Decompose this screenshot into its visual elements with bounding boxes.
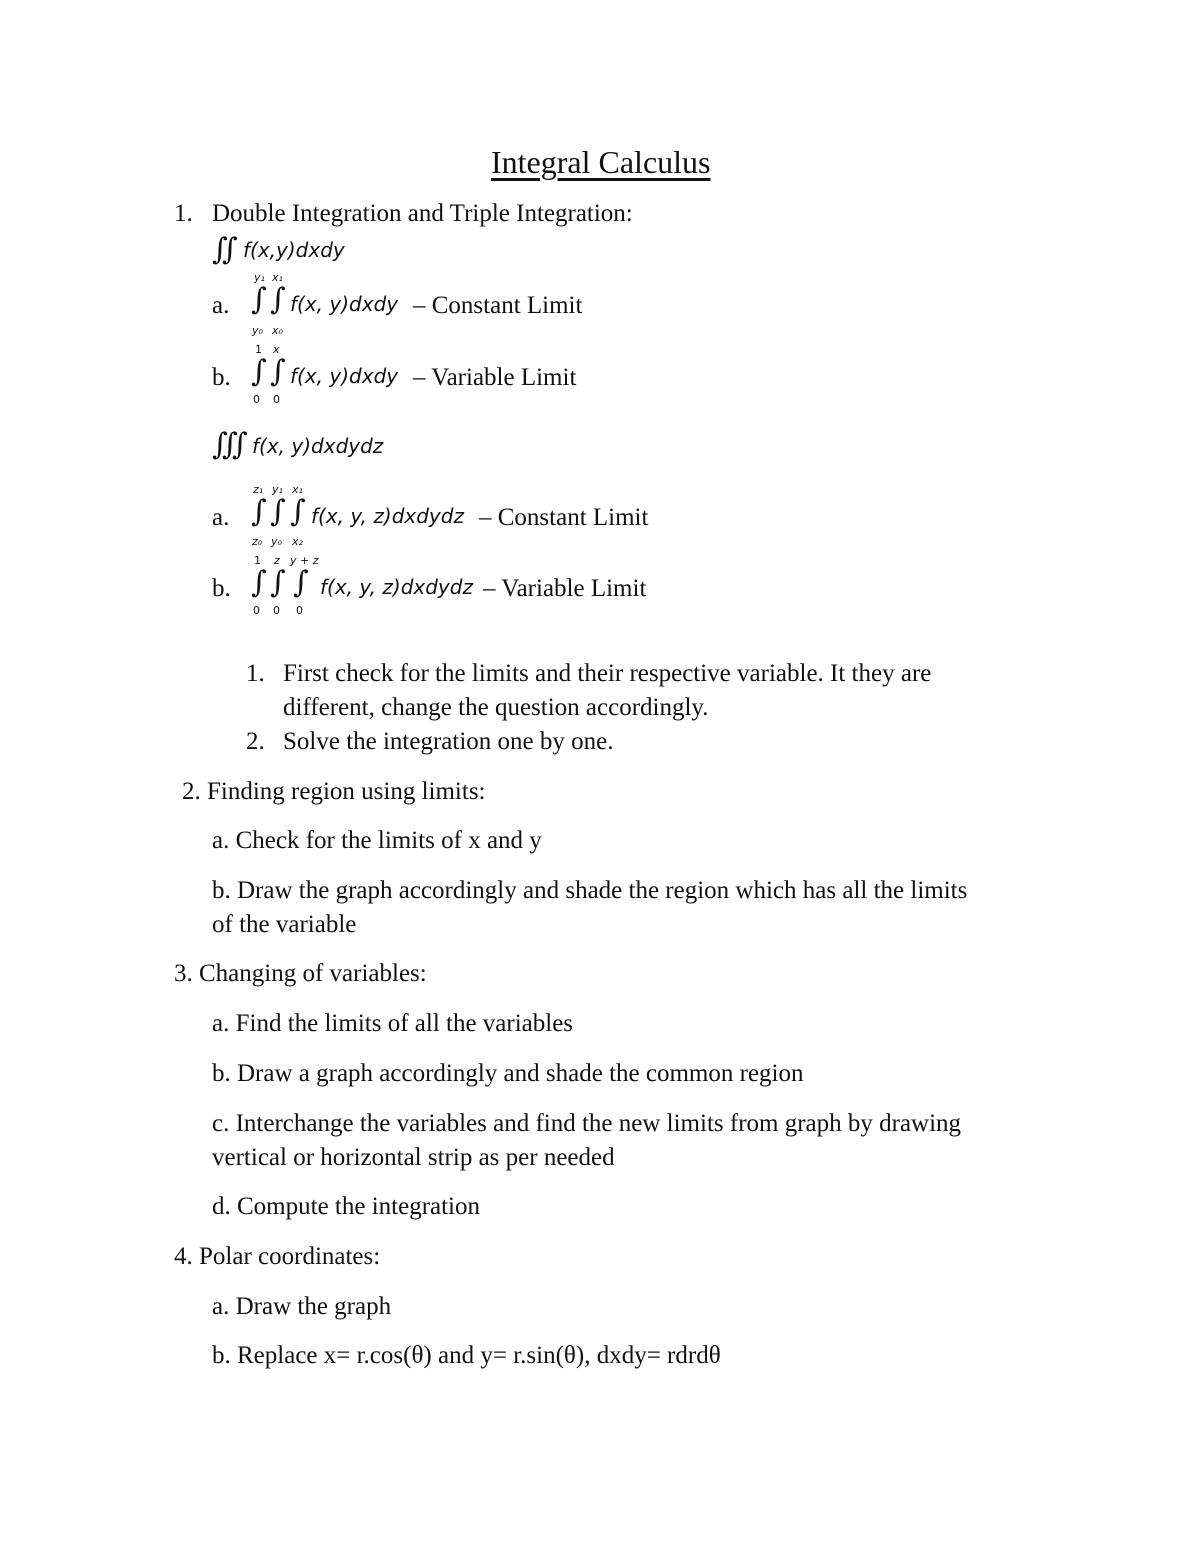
double-a-upper-1: y₁ xyxy=(254,271,265,284)
triple-a-lower-3: x₂ xyxy=(292,535,303,548)
step-1-marker: 1. xyxy=(246,660,265,687)
integral-sign-icon: ∫ xyxy=(293,565,309,600)
triple-integral-sign: ∭ xyxy=(212,427,248,462)
integral-sign-icon: ∫ xyxy=(270,354,286,389)
double-a-lower-2: x₀ xyxy=(272,324,283,337)
double-b-label: – Variable Limit xyxy=(413,364,577,391)
section2-item-a: a. Check for the limits of x and y xyxy=(212,827,542,854)
integral-sign-icon: ∫ xyxy=(251,565,267,600)
triple-b-upper-1: 1 xyxy=(254,554,261,567)
double-b-integrand: f(x, y)dxdy xyxy=(290,364,399,388)
section2-heading: 2. Finding region using limits: xyxy=(182,778,486,805)
section3-item-c: c. Interchange the variables and find the new limits from graph by drawing xyxy=(212,1110,962,1137)
integral-sign-icon: ∫ xyxy=(270,282,286,317)
double-a-label: – Constant Limit xyxy=(413,292,583,319)
section1-number: 1. xyxy=(174,200,193,227)
integral-sign-icon: ∫ xyxy=(251,494,267,529)
triple-b-lower-2: 0 xyxy=(273,604,280,617)
triple-a-lower-1: z₀ xyxy=(252,535,263,548)
triple-integral-expr: f(x, y)dxdydz xyxy=(252,434,384,458)
triple-item-b-marker: b. xyxy=(212,575,231,602)
triple-b-lower-1: 0 xyxy=(253,604,260,617)
double-a-lower-1: y₀ xyxy=(252,324,263,337)
triple-b-label: – Variable Limit xyxy=(483,575,647,602)
triple-a-label: – Constant Limit xyxy=(479,504,649,531)
step-2-line1: Solve the integration one by one. xyxy=(283,728,614,755)
double-integral-sign: ∬ xyxy=(212,232,238,267)
triple-a-integrand: f(x, y, z)dxdydz xyxy=(311,504,464,528)
integral-sign-icon: ∫ xyxy=(270,565,286,600)
integral-sign-icon: ∫ xyxy=(251,354,267,389)
double-b-lower-1: 0 xyxy=(253,393,260,406)
double-b-upper-1: 1 xyxy=(255,343,262,356)
double-b-upper-2: x xyxy=(273,343,280,356)
triple-b-integrand: f(x, y, z)dxdydz xyxy=(320,575,473,599)
step-2-marker: 2. xyxy=(246,728,265,755)
triple-a-lower-2: y₀ xyxy=(271,535,282,548)
section1-heading: Double Integration and Triple Integration: xyxy=(212,200,633,227)
double-item-b-marker: b. xyxy=(212,364,231,391)
triple-b-upper-3: y + z xyxy=(290,554,319,567)
step-1-line1: First check for the limits and their respective variable. It they are xyxy=(283,660,932,687)
section3-heading: 3. Changing of variables: xyxy=(174,960,427,987)
section3-item-a: a. Find the limits of all the variables xyxy=(212,1010,574,1037)
double-b-lower-2: 0 xyxy=(273,393,280,406)
step-1-line2: different, change the question accordingly. xyxy=(283,694,709,721)
section3-item-b: b. Draw a graph accordingly and shade the common region xyxy=(212,1060,804,1087)
section4-item-a: a. Draw the graph xyxy=(212,1293,392,1320)
section2-item-b: b. Draw the graph accordingly and shade the region which has all the limits xyxy=(212,877,968,904)
triple-b-lower-3: 0 xyxy=(296,604,303,617)
section2-item-b-cont: of the variable xyxy=(212,911,357,938)
triple-item-a-marker: a. xyxy=(212,504,230,531)
double-item-a-marker: a. xyxy=(212,292,230,319)
triple-a-upper-2: y₁ xyxy=(272,483,283,496)
double-a-integrand: f(x, y)dxdy xyxy=(290,292,399,316)
integral-sign-icon: ∫ xyxy=(270,494,286,529)
section3-item-d: d. Compute the integration xyxy=(212,1193,481,1220)
triple-a-upper-3: x₁ xyxy=(292,483,303,496)
section3-item-c-cont: vertical or horizontal strip as per needed xyxy=(212,1144,615,1171)
double-integral-expr: f(x,y)dxdy xyxy=(243,238,345,262)
section4-heading: 4. Polar coordinates: xyxy=(174,1243,381,1270)
page-title: Integral Calculus xyxy=(491,144,711,180)
integral-sign-icon: ∫ xyxy=(290,494,306,529)
triple-a-upper-1: z₁ xyxy=(253,483,264,496)
section4-item-b: b. Replace x= r.cos(θ) and y= r.sin(θ), dxdy= rdrdθ xyxy=(212,1342,721,1369)
integral-sign-icon: ∫ xyxy=(251,282,267,317)
triple-b-upper-2: z xyxy=(274,554,280,567)
double-a-upper-2: x₁ xyxy=(272,271,283,284)
